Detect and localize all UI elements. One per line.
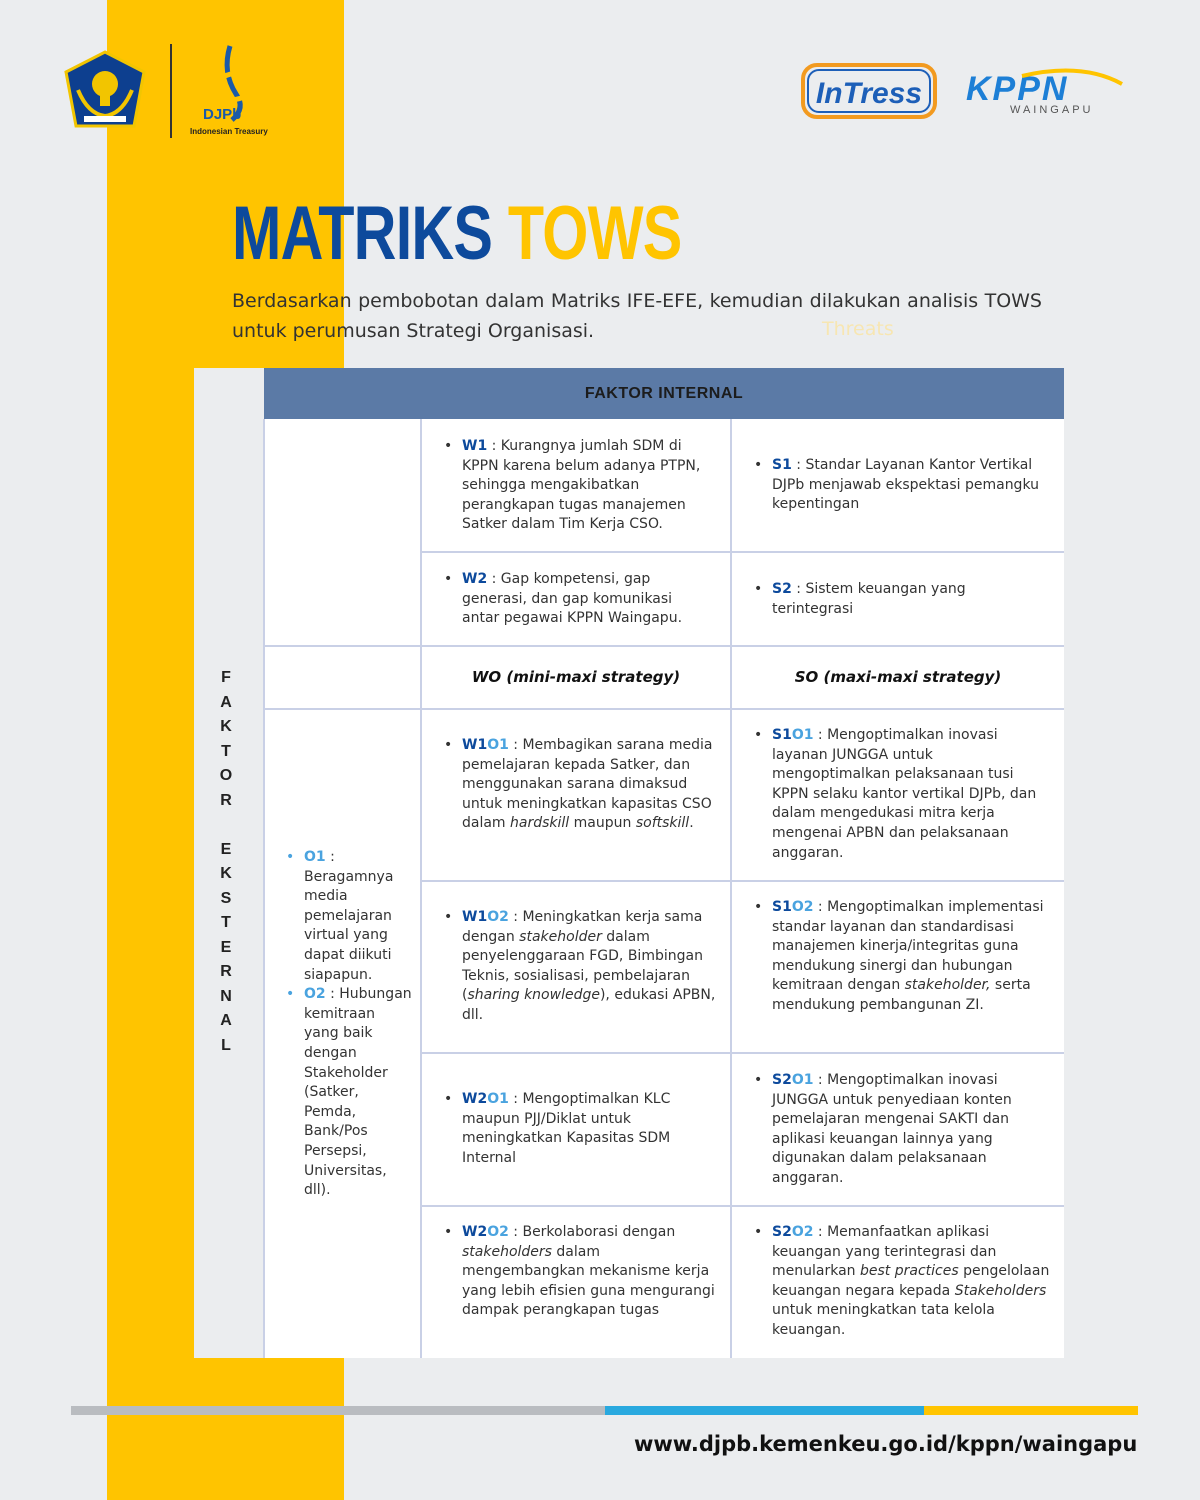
strategy-w2o1: • W2O1 : Mengoptimalkan KLC maupun PJJ/Diklat untuk meningkatkan Kapasitas SDM Internal (444, 1091, 671, 1166)
code-s1: S1 (772, 457, 792, 473)
side-label-letter: T (221, 742, 231, 760)
code-s: S2 (772, 1072, 792, 1088)
code-w: W2 (462, 1224, 488, 1240)
grid-line (420, 880, 1064, 882)
code-w: W1 (462, 909, 488, 925)
code-o: O2 (487, 909, 509, 925)
code-o: O2 (791, 899, 814, 915)
code-w1: W1 (462, 438, 488, 454)
opportunity-o2-text: : Hubungan kemitraan yang baik dengan Stakeholder (Satker, Pemda, Bank/Pos Persepsi, Universitas, dll). (304, 986, 412, 1199)
grid-line (263, 419, 265, 1358)
djpb-subtitle: Indonesian Treasury (190, 127, 268, 136)
side-label-letter: T (221, 914, 231, 931)
code-o: O1 (791, 1072, 814, 1088)
grid-line (264, 645, 1064, 647)
grid-line (420, 1205, 1064, 1207)
intress-logo-text: InTress (815, 77, 923, 110)
strategy-text: : Mengoptimalkan KLC maupun PJJ/Diklat untuk meningkatkan Kapasitas SDM Internal (462, 1091, 671, 1166)
grid-line (264, 708, 1064, 710)
strategy-w2o2: • W2O2 : Berkolaborasi dengan stakeholders dalam mengembangkan mekanisme kerja yang lebih efisien guna mengurangi dampak perangkapan tugas (444, 1224, 715, 1319)
strength-s1: • S1 : Standar Layanan Kantor Vertikal DJPb menjawab ekspektasi pemangku kepentingan (754, 457, 1039, 513)
intro-paragraph: Berdasarkan pembobotan dalam Matriks IFE-EFE, kemudian dilakukan analisis TOWS untuk perumusan Strategi Organisasi. (232, 290, 1042, 342)
code-w2: W2 (462, 571, 488, 587)
code-s: S1 (772, 899, 792, 915)
strategy-w1o1: • W1O1 : Membagikan sarana media pemelajaran kepada Satker, dan menggunakan sarana dimaksud untuk meningkatkan kapasitas CSO dalam hardskill maupun softskill. (444, 737, 713, 832)
code-s: S2 (772, 1224, 792, 1240)
strategy-text: . (689, 815, 694, 832)
grid-line (420, 1052, 1064, 1054)
strategy-text: maupun (569, 815, 636, 832)
strength-s2-text: : Sistem keuangan yang terintegrasi (772, 581, 966, 617)
strategy-text: : Berkolaborasi dengan (508, 1224, 676, 1240)
opportunities-list (286, 848, 414, 1201)
strategy-text: : Mengoptimalkan inovasi JUNGGA untuk penyediaan konten pemelajaran mengenai SAKTI dan aplikasi keuangan lainnya yang digunakan dalam pelaksanaan anggaran. (772, 1072, 1012, 1186)
grid-line (420, 551, 1064, 553)
code-w: W2 (462, 1091, 488, 1107)
code-o1: O1 (304, 849, 326, 865)
weakness-w1: • W1 : Kurangnya jumlah SDM di KPPN karena belum adanya PTPN, sehingga mengakibatkan perangkapan tugas manajemen Satker dalam Tim Kerja CSO. (444, 438, 701, 533)
strategy-text: : Meningkatkan kerja sama dengan (462, 909, 703, 945)
strategy-text: untuk meningkatkan tata kelola keuangan. (772, 1302, 995, 1338)
kemenkeu-emblem-icon (64, 50, 146, 128)
table-header: FAKTOR INTERNAL (264, 368, 1064, 419)
code-o: O2 (791, 1224, 814, 1240)
strategy-s1o2: • S1O2 : Mengoptimalkan implementasi standar layanan dan standardisasi manajemen kinerja/integritas guna mendukung sinergi dan hubungan kemitraan dengan stakeholder, serta mendukung pembangunan ZI. (754, 899, 1044, 1013)
strategy-emphasis: hardskill (510, 815, 570, 832)
weakness-w2: • W2 : Gap kompetensi, gap generasi, dan gap komunikasi antar pegawai KPPN Waingapu. (444, 571, 683, 627)
strategy-text: dalam penyelenggaraan FGD, Bimbingan Teknis, sosialisasi, pembelajaran ( (462, 928, 703, 1004)
strategy-text: ), edukasi APBN, dll. (462, 987, 716, 1023)
title-part-2: TOWS (507, 191, 682, 276)
side-label-letter (194, 813, 258, 838)
side-label-letter: F (221, 669, 231, 686)
intress-logo (800, 62, 938, 120)
footer-bar-blue (605, 1406, 924, 1415)
strategy-s1o1: • S1O1 : Mengoptimalkan inovasi layanan JUNGGA untuk mengoptimalkan pelaksanaan tusi KPPN selaku kantor vertikal DJPb, dan dalam mengedukasi mitra kerja mengenai APBN dan pelaksanaan anggaran. (754, 727, 1037, 861)
logo-divider (170, 44, 172, 138)
side-label-letter: K (220, 865, 232, 882)
footer-bar-gray (71, 1406, 605, 1415)
strategy-emphasis: stakeholder (519, 928, 602, 945)
side-label-letter: L (221, 1036, 231, 1054)
strategy-text: serta mendukung pembangunan ZI. (772, 977, 1031, 1013)
strategy-emphasis: stakeholders (462, 1243, 552, 1260)
strategy-s2o2: • S2O2 : Memanfaatkan aplikasi keuangan yang terintegrasi dan menularkan best practices pengelolaan keuangan negara kepada Stakeholders untuk meningkatkan tata kelola keuangan. (754, 1224, 1050, 1338)
weakness-w1-text: : Kurangnya jumlah SDM di KPPN karena belum adanya PTPN, sehingga mengakibatkan perangkapan tugas manajemen Satker dalam Tim Kerja CSO. (462, 438, 701, 533)
side-label-letter: R (220, 963, 232, 980)
opportunity-o2: • O2 : Hubungan kemitraan yang baik dengan Stakeholder (Satker, Pemda, Bank/Pos Persepsi, Universitas, dll). (286, 986, 412, 1199)
so-header: SO (maxi-maxi strategy) (794, 668, 1002, 686)
strategy-emphasis: softskill (635, 815, 690, 832)
side-label-letter: K (220, 718, 232, 735)
strategy-text: : Memanfaatkan aplikasi keuangan yang terintegrasi dan menularkan (772, 1224, 997, 1280)
strategy-emphasis: best practices (860, 1263, 959, 1280)
grid-line (420, 419, 422, 1358)
weakness-w2-text: : Gap kompetensi, gap generasi, dan gap komunikasi antar pegawai KPPN Waingapu. (462, 571, 683, 627)
strategy-text: : Mengoptimalkan implementasi standar layanan dan standardisasi manajemen kinerja/integritas guna mendukung sinergi dan hubungan kemitraan dengan (772, 899, 1044, 994)
strategy-emphasis: stakeholder, (904, 977, 991, 994)
opportunity-o1-text: : Beragamnya media pemelajaran virtual yang dapat diikuti siapapun. (304, 849, 394, 983)
strategy-s2o1: • S2O1 : Mengoptimalkan inovasi JUNGGA untuk penyediaan konten pemelajaran mengenai SAKTI dan aplikasi keuangan lainnya yang digunakan dalam pelaksanaan anggaran. (754, 1072, 1012, 1186)
side-label-letter: O (219, 767, 233, 784)
title-part-1: MATRIKS (232, 191, 493, 276)
code-o: O1 (487, 1091, 509, 1107)
strategy-text: : Membagikan sarana media pemelajaran kepada Satker, dan menggunakan sarana dimaksud untuk meningkatkan kapasitas CSO dalam (462, 737, 713, 832)
opportunity-o1: • O1 : Beragamnya media pemelajaran virtual yang dapat diikuti siapapun. (286, 849, 394, 983)
code-o2: O2 (304, 986, 326, 1003)
strategy-w1o2: • W1O2 : Meningkatkan kerja sama dengan stakeholder dalam penyelenggaraan FGD, Bimbingan Teknis, sosialisasi, pembelajaran (sharing knowledge), edukasi APBN, dll. (444, 909, 716, 1023)
strategy-emphasis: sharing knowledge (467, 987, 600, 1004)
djpb-name: DJPb (203, 106, 242, 123)
strategy-text: dalam mengembangkan mekanisme kerja yang lebih efisien guna mengurangi dampak perangkapan tugas (462, 1243, 715, 1319)
strength-s1-text: : Standar Layanan Kantor Vertikal DJPb menjawab ekspektasi pemangku kepentingan (772, 457, 1039, 513)
code-s2: S2 (772, 581, 792, 597)
kppn-name: KPPN (966, 70, 1069, 108)
grid-line (730, 419, 732, 1358)
footer-bar-yellow (924, 1406, 1138, 1415)
side-label-letter: S (220, 889, 232, 907)
side-label-letter: A (220, 693, 232, 711)
website-link[interactable]: www.djpb.kemenkeu.go.id/kppn/waingapu (634, 1432, 1138, 1456)
strength-s2: • S2 : Sistem keuangan yang terintegrasi (754, 581, 966, 617)
side-label-letter: E (220, 840, 232, 858)
page-title (232, 190, 681, 277)
side-label-faktor-eksternal (194, 666, 258, 1058)
side-label-letter: A (220, 1012, 232, 1029)
strategy-text: : Mengoptimalkan inovasi layanan JUNGGA untuk mengoptimalkan pelaksanaan tusi KPPN selaku kantor vertikal DJPb, dan dalam mengedukasi mitra kerja mengenai APBN dan pelaksanaan anggaran. (772, 727, 1037, 861)
code-o: O1 (791, 727, 814, 743)
side-label-letter: R (220, 791, 232, 809)
side-label-letter: E (220, 938, 232, 956)
strategy-emphasis: Stakeholders (954, 1282, 1047, 1299)
code-o: O1 (487, 737, 509, 753)
code-w: W1 (462, 737, 488, 753)
code-s: S1 (772, 727, 792, 743)
side-label-letter: N (220, 987, 232, 1005)
strategy-text: pengelolaan keuangan negara kepada (772, 1263, 1050, 1299)
code-o: O2 (487, 1224, 509, 1240)
wo-header: WO (mini-maxi strategy) (471, 668, 681, 686)
ghost-text: Threats (822, 318, 894, 340)
kppn-location: WAINGAPU (1010, 104, 1094, 116)
